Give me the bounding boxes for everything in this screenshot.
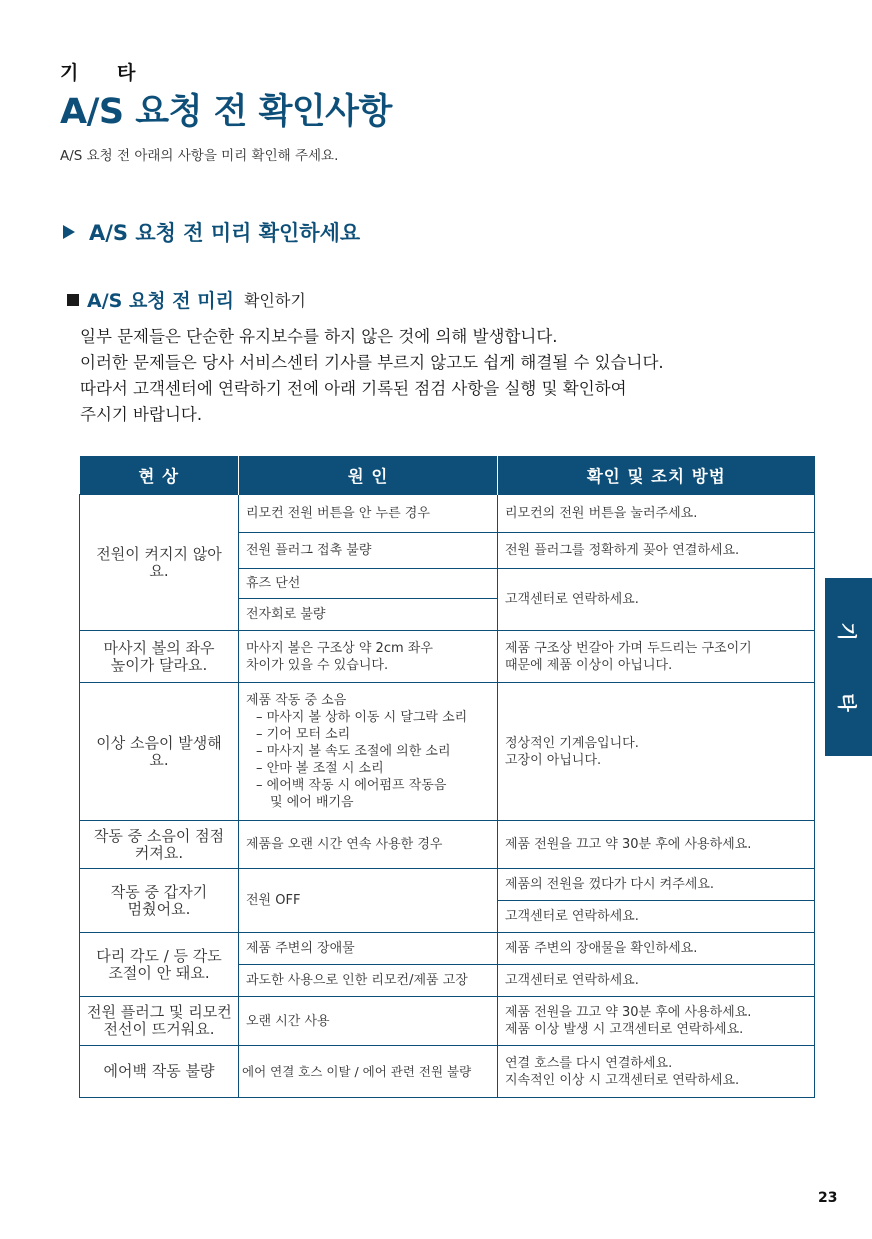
side-tab-char: 기: [835, 622, 858, 641]
cause-line: – 안마 볼 조절 시 소리: [256, 761, 384, 776]
cause-cell: 에어 연결 호스 이탈 / 에어 관련 전원 불량: [239, 1046, 498, 1098]
page-title: A/S 요청 전 확인사항: [60, 92, 392, 132]
cause-cell: 전자회로 불량: [239, 599, 498, 631]
section-heading: [63, 217, 360, 247]
cause-line: – 에어백 작동 시 에어펌프 작동음: [256, 778, 447, 793]
triangle-bullet-icon: [63, 225, 75, 239]
action-line: 제품 구조상 번갈아 가며 두드리는 구조이기: [505, 640, 752, 656]
symptom-line: 다리 각도 / 등 각도: [96, 946, 222, 965]
action-cell: 고객센터로 연락하세요.: [498, 901, 815, 933]
table-row: [80, 683, 815, 821]
table-header-row: [80, 456, 815, 495]
cause-line: 제품 작동 중 소음: [246, 693, 347, 708]
intro-line: 주시기 바랍니다.: [80, 405, 203, 424]
symptom-cell: [80, 821, 239, 869]
section-heading-text: A/S 요청 전 미리 확인하세요: [89, 221, 361, 245]
intro-paragraph: [80, 324, 760, 428]
cause-cell: [239, 631, 498, 683]
cause-line: 마사지 볼은 구조상 약 2cm 좌우: [246, 640, 433, 656]
symptom-line: 작동 중 소음이 점점: [93, 826, 225, 845]
action-cell: 리모컨의 전원 버튼을 눌러주세요.: [498, 495, 815, 533]
cause-cell: 전원 OFF: [239, 869, 498, 933]
symptom-cell: [80, 997, 239, 1046]
header-symptom: 현 상: [80, 456, 239, 495]
symptom-line: 커져요.: [134, 843, 184, 862]
action-line: 때문에 제품 이상이 아닙니다.: [505, 657, 673, 673]
cause-cell: 제품을 오랜 시간 연속 사용한 경우: [239, 821, 498, 869]
action-cell: [498, 997, 815, 1046]
action-cell: 고객센터로 연락하세요.: [498, 569, 815, 631]
cause-cell: 전원 플러그 접촉 불량: [239, 533, 498, 569]
cause-cell: 리모컨 전원 버튼을 안 누른 경우: [239, 495, 498, 533]
side-tab-char: 타: [835, 693, 858, 712]
table-row: [80, 631, 815, 683]
cause-line: – 마사지 볼 상하 이동 시 달그락 소리: [256, 710, 468, 725]
action-cell: 제품 주변의 장애물을 확인하세요.: [498, 933, 815, 965]
sub-heading-bold: A/S 요청 전 미리: [87, 290, 234, 312]
symptom-cell: [80, 631, 239, 683]
cause-cell: 과도한 사용으로 인한 리모컨/제품 고장: [239, 965, 498, 997]
symptom-cell: [80, 933, 239, 997]
cause-cell: 오랜 시간 사용: [239, 997, 498, 1046]
table-row: [80, 1046, 815, 1098]
table-row: [80, 821, 815, 869]
table-row: [80, 495, 815, 533]
action-cell: 제품 전원을 끄고 약 30분 후에 사용하세요.: [498, 821, 815, 869]
cause-line: – 기어 모터 소리: [256, 727, 351, 742]
symptom-cell: 전원이 켜지지 않아요.: [80, 495, 239, 631]
cause-cell: 제품 주변의 장애물: [239, 933, 498, 965]
symptom-line: 작동 중 갑자기: [110, 882, 208, 901]
cause-line: – 마사지 볼 속도 조절에 의한 소리: [256, 744, 451, 759]
symptom-line: 멈췄어요.: [127, 899, 191, 918]
symptom-line: 높이가 달라요.: [110, 655, 208, 674]
troubleshooting-table: [79, 456, 815, 1098]
sub-heading-normal: 확인하기: [243, 291, 306, 310]
symptom-cell: 이상 소음이 발생해요.: [80, 683, 239, 821]
action-line: 연결 호스를 다시 연결하세요.: [505, 1055, 673, 1071]
header-action: 확인 및 조치 방법: [498, 456, 815, 495]
table-row: [80, 869, 815, 901]
symptom-cell: 에어백 작동 불량: [80, 1046, 239, 1098]
intro-line: 따라서 고객센터에 연락하기 전에 아래 기록된 점검 사항을 실행 및 확인하여: [80, 379, 627, 398]
cause-line: 차이가 있을 수 있습니다.: [246, 657, 389, 673]
symptom-line: 전원 플러그 및 리모컨: [87, 1003, 232, 1021]
symptom-line: 전선이 뜨거워요.: [103, 1020, 215, 1038]
action-line: 지속적인 이상 시 고객센터로 연락하세요.: [505, 1072, 740, 1088]
action-line: 고장이 아닙니다.: [505, 752, 602, 768]
intro-line: 일부 문제들은 단순한 유지보수를 하지 않은 것에 의해 발생합니다.: [80, 327, 558, 346]
cause-cell: [239, 683, 498, 821]
action-cell: 제품의 전원을 껐다가 다시 켜주세요.: [498, 869, 815, 901]
side-tab: [825, 578, 872, 756]
action-cell: 고객센터로 연락하세요.: [498, 965, 815, 997]
page-number: 23: [818, 1190, 838, 1206]
page-subtitle: A/S 요청 전 아래의 사항을 미리 확인해 주세요.: [60, 148, 339, 164]
cause-cell: 휴즈 단선: [239, 569, 498, 599]
symptom-line: 마사지 볼의 좌우: [103, 638, 215, 657]
sub-heading: [67, 286, 306, 313]
table-row: [80, 997, 815, 1046]
intro-line: 이러한 문제들은 당사 서비스센터 기사를 부르지 않고도 쉽게 해결될 수 있습니다.: [80, 353, 664, 372]
action-line: 정상적인 기계음입니다.: [505, 735, 639, 751]
action-cell: [498, 1046, 815, 1098]
category-label: 기 타: [60, 62, 152, 84]
square-bullet-icon: [67, 294, 79, 306]
action-line: 제품 이상 발생 시 고객센터로 연락하세요.: [505, 1022, 744, 1037]
symptom-cell: [80, 869, 239, 933]
table-row: [80, 933, 815, 965]
symptom-line: 조절이 안 돼요.: [108, 963, 210, 982]
action-cell: [498, 631, 815, 683]
cause-line: 및 에어 배기음: [270, 795, 354, 810]
action-cell: [498, 683, 815, 821]
action-cell: 전원 플러그를 정확하게 꽂아 연결하세요.: [498, 533, 815, 569]
action-line: 제품 전원을 끄고 약 30분 후에 사용하세요.: [505, 1005, 752, 1020]
header-cause: 원 인: [239, 456, 498, 495]
